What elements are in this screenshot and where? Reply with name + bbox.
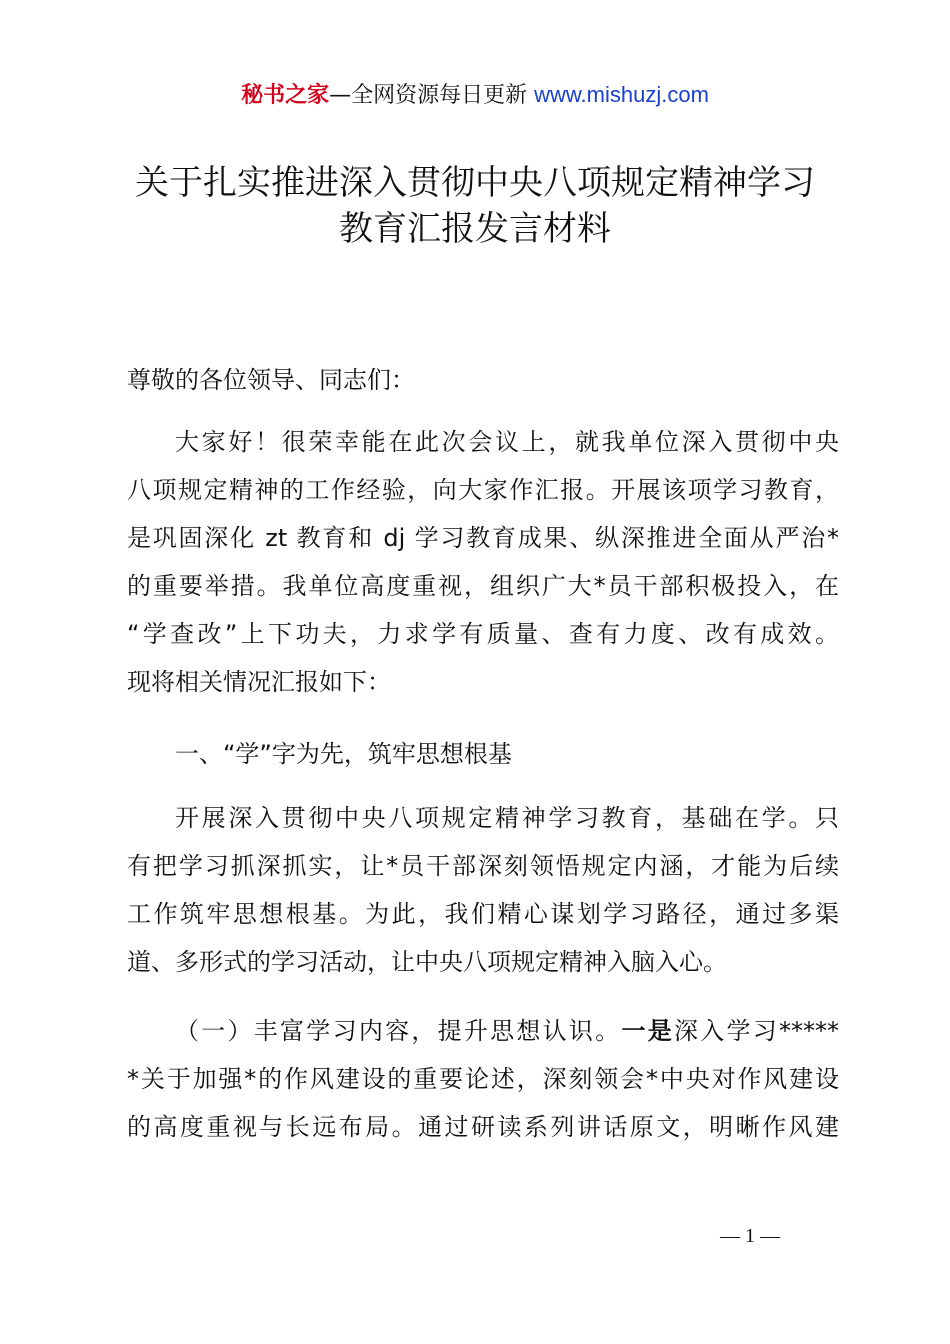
section-heading: 一、“学”字为先，筑牢思想根基 xyxy=(175,740,512,768)
section-heading-block xyxy=(127,730,839,778)
bold-marker: 一是 xyxy=(621,1017,674,1045)
paragraph-line: 是巩固深化 zt 教育和 dj 学习教育成果、纵深推进全面从严治* xyxy=(127,524,839,552)
document-title xyxy=(90,160,860,252)
paragraph-line: 有把学习抓深抓实，让*员干部深刻领悟规定内涵，才能为后续 xyxy=(127,852,839,880)
salutation: 尊敬的各位领导、同志们： xyxy=(127,366,415,394)
paragraph-line: 的重要举措。我单位高度重视，组织广大*员干部积极投入，在 xyxy=(127,572,839,600)
paragraph-line: 道、多形式的学习活动，让中央八项规定精神入脑入心。 xyxy=(127,948,727,976)
title-line-1: 关于扎实推进深入贯彻中央八项规定精神学习 xyxy=(135,163,815,203)
subheading-lead: （一）丰富学习内容，提升思想认识。 xyxy=(175,1017,622,1045)
title-line-2: 教育汇报发言材料 xyxy=(339,209,611,249)
brand-name: 秘书之家 xyxy=(241,83,330,108)
paragraph-line: 现将相关情况汇报如下： xyxy=(127,668,391,696)
paragraph-line: 的高度重视与长远布局。通过研读系列讲话原文，明晰作风建 xyxy=(127,1113,839,1141)
paragraph-line xyxy=(127,1007,839,1055)
paragraph-line: 工作筑牢思想根基。为此，我们精心谋划学习路径，通过多渠 xyxy=(127,900,839,928)
paragraph-intro xyxy=(127,418,839,706)
paragraph-study xyxy=(127,794,839,986)
website-link[interactable]: www.mishuzj.com xyxy=(534,82,709,107)
paragraph-line: 八项规定精神的工作经验，向大家作汇报。开展该项学习教育， xyxy=(127,476,839,504)
salutation-block xyxy=(127,356,839,404)
site-header xyxy=(0,80,950,111)
paragraph-line: 开展深入贯彻中央八项规定精神学习教育，基础在学。只 xyxy=(175,804,839,832)
page-number: — 1 — xyxy=(720,1225,780,1247)
paragraph-line: 大家好！很荣幸能在此次会议上，就我单位深入贯彻中央 xyxy=(175,428,839,456)
paragraph-line: “学查改”上下功夫，力求学有质量、查有力度、改有成效。 xyxy=(127,620,839,648)
paragraph-content xyxy=(127,1007,839,1151)
paragraph-line: *关于加强*的作风建设的重要论述，深刻领会*中央对作风建设 xyxy=(127,1065,839,1093)
paragraph-text: 深入学习***** xyxy=(673,1017,839,1045)
header-tagline: —全网资源每日更新 xyxy=(329,83,535,108)
